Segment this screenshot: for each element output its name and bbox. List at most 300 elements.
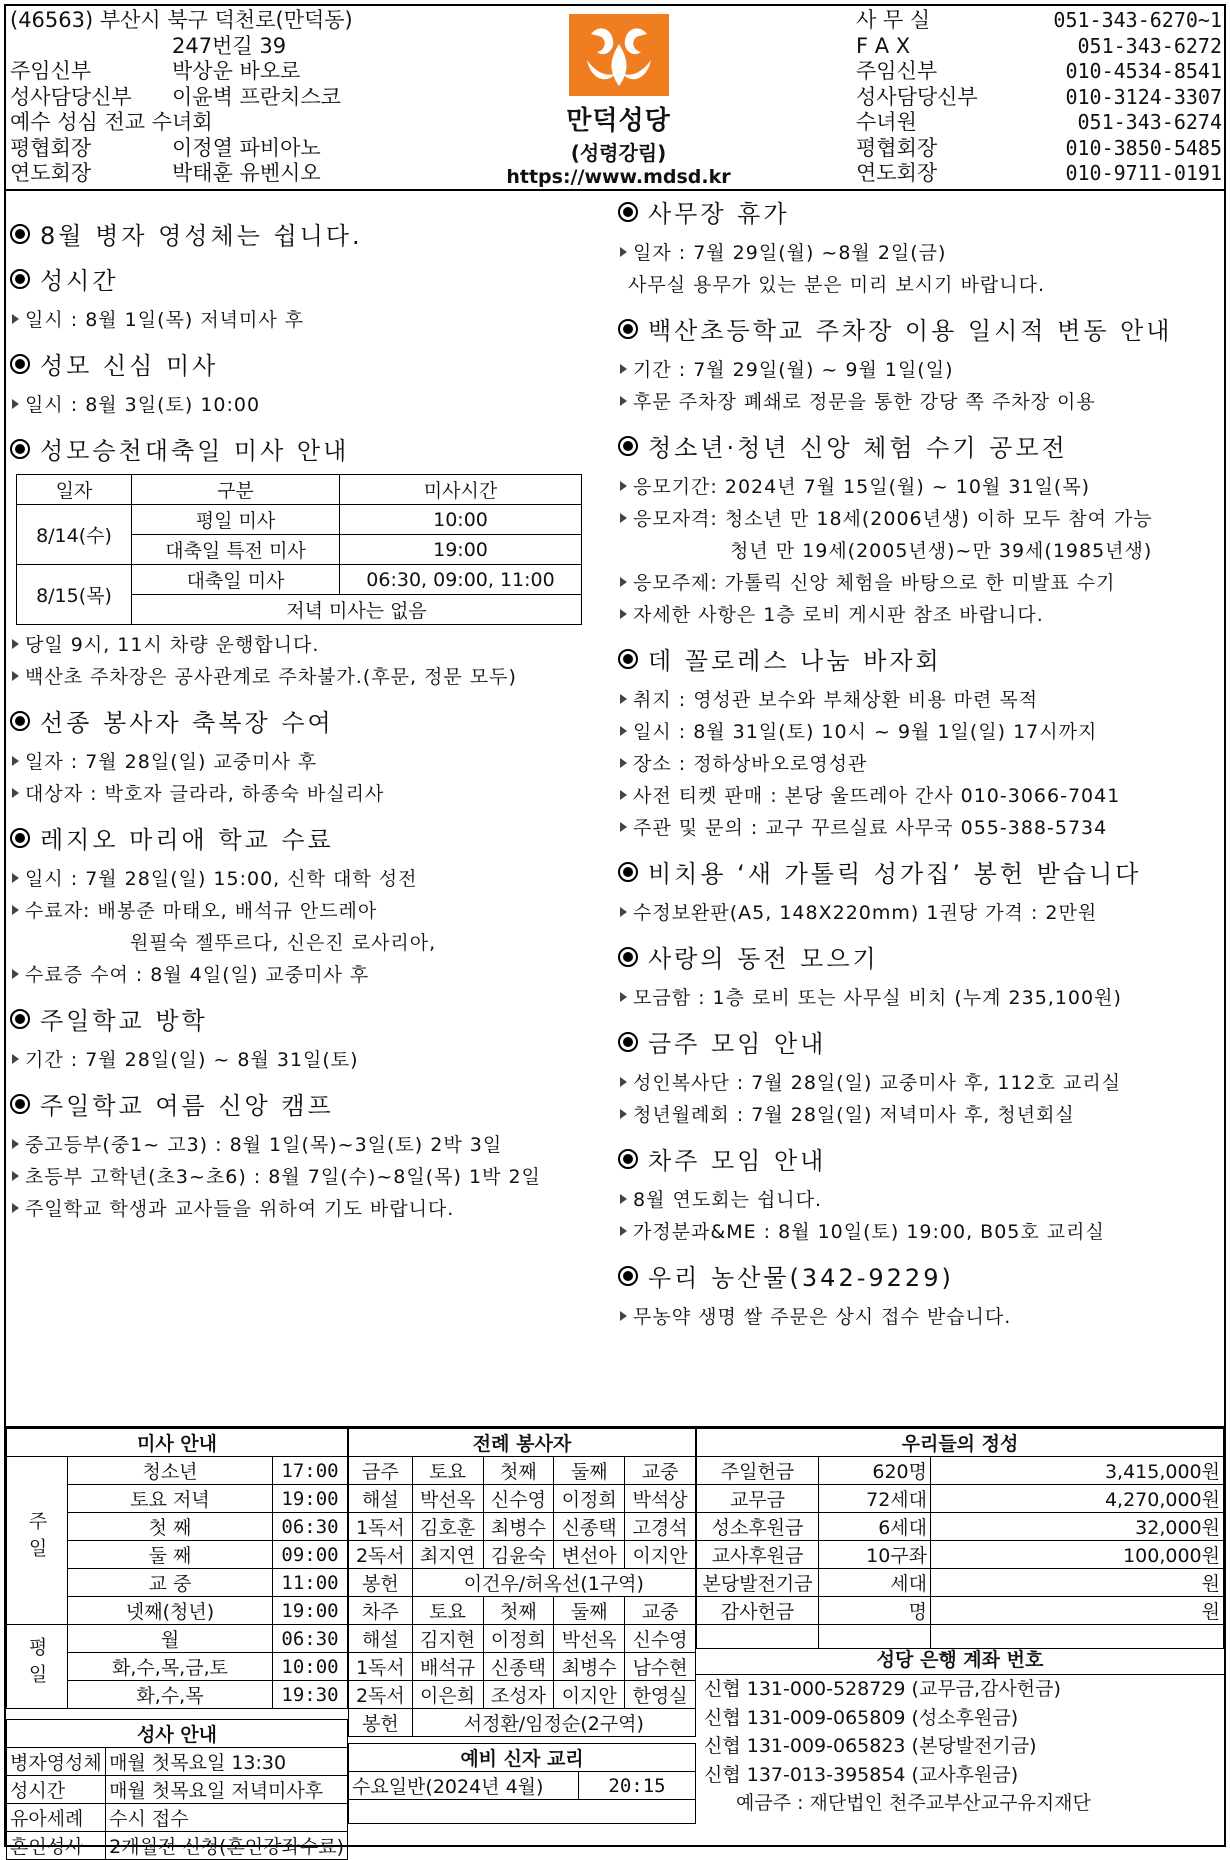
announcement bbox=[10, 703, 602, 810]
announcement-title: 주일학교 방학 bbox=[40, 1007, 208, 1035]
table-cell: 8/15(목) bbox=[17, 565, 132, 625]
table-cell: 3,415,000원 bbox=[931, 1457, 1224, 1485]
announcement-line: 원필숙 젤뚜르다, 신은진 로사리아, bbox=[130, 932, 437, 954]
announcement-line: 응모자격: 청소년 만 18세(2006년생) 이하 모두 참여 가능 bbox=[618, 503, 1224, 535]
table-cell: 최지연 bbox=[412, 1541, 483, 1569]
table-cell: 원 bbox=[931, 1597, 1224, 1625]
triangle-bullet-icon bbox=[12, 1203, 19, 1213]
bank-account: 신협 137-013-395854 (교사후원금) bbox=[704, 1763, 1019, 1786]
announcement-line: 기간 : 7월 28일(일) ~ 8월 31일(토) bbox=[10, 1044, 602, 1076]
table-cell: 감사헌금 bbox=[697, 1597, 819, 1625]
bank-accounts bbox=[696, 1645, 1224, 1818]
announcement-lines bbox=[618, 684, 1224, 844]
table-row bbox=[697, 1457, 1224, 1485]
table-cell: 신수영 bbox=[483, 1485, 554, 1513]
account-owner: 예금주 : 재단법인 천주교부산교구유지재단 bbox=[736, 1792, 1091, 1814]
table-cell: 배석규 bbox=[412, 1653, 483, 1681]
church-name: 만덕성당 bbox=[566, 106, 671, 136]
table-cell: 1독서 bbox=[349, 1653, 413, 1681]
announcement-line: 모금함 : 1층 로비 또는 사무실 비치 (누계 235,100원) bbox=[618, 982, 1224, 1014]
announcement bbox=[618, 1141, 1224, 1248]
table-cell: 매월 첫목요일 13:30 bbox=[106, 1748, 348, 1776]
contact-phone: 010-3124-3307 bbox=[1065, 84, 1222, 109]
announcement-line: 취지 : 영성관 보수와 부채상환 비용 마련 목적 bbox=[618, 684, 1224, 716]
table-row bbox=[349, 1457, 696, 1485]
table-cell: 성시간 bbox=[7, 1776, 106, 1804]
table-cell: 토요 bbox=[412, 1597, 483, 1625]
table-title: 미사 안내 bbox=[7, 1429, 348, 1457]
triangle-bullet-icon bbox=[12, 1171, 19, 1181]
announcement-lines bbox=[618, 1184, 1224, 1248]
table-cell: 1독서 bbox=[349, 1513, 413, 1541]
table-cell: 토요 bbox=[412, 1457, 483, 1485]
liturgy-servers-table bbox=[348, 1428, 696, 1737]
announcement bbox=[618, 194, 1224, 301]
info-value: 박상운 바오로 bbox=[172, 59, 301, 83]
church-emblem-icon bbox=[569, 14, 669, 96]
announcement-line: 일시 : 7월 28일(일) 15:00, 신학 대학 성전 bbox=[10, 863, 602, 895]
bullet-icon bbox=[618, 436, 638, 456]
bank-title: 성당 은행 계좌 번호 bbox=[696, 1645, 1224, 1675]
church-logo bbox=[486, 14, 751, 188]
announcement-lines bbox=[618, 897, 1224, 929]
info-row bbox=[10, 8, 480, 34]
table-row bbox=[349, 1513, 696, 1541]
table-cell: 100,000원 bbox=[931, 1541, 1224, 1569]
contact-row bbox=[856, 136, 1226, 162]
table-row bbox=[349, 1625, 696, 1653]
announcement-title: 레지오 마리애 학교 수료 bbox=[40, 826, 334, 854]
announcement bbox=[10, 1001, 602, 1076]
table-cell bbox=[349, 1800, 696, 1824]
triangle-bullet-icon bbox=[620, 577, 627, 587]
triangle-bullet-icon bbox=[620, 694, 627, 704]
announcement-title: 청소년·청년 신앙 체험 수기 공모전 bbox=[648, 434, 1068, 462]
triangle-bullet-icon bbox=[620, 992, 627, 1002]
announcement-title: 사랑의 동전 모으기 bbox=[648, 945, 879, 973]
announcement-lines bbox=[10, 629, 602, 693]
table-cell: 혼인성사 bbox=[7, 1832, 106, 1860]
table-row bbox=[349, 1709, 696, 1737]
announcement-lines bbox=[618, 982, 1224, 1014]
table-cell: 병자영성체 bbox=[7, 1748, 106, 1776]
announcement-title: 비치용 ‘새 가톨릭 성가집’ 봉헌 받습니다 bbox=[648, 860, 1142, 888]
table-cell: 첫째 bbox=[483, 1457, 554, 1485]
info-value: 247번길 39 bbox=[172, 33, 287, 58]
table-row bbox=[349, 1569, 696, 1597]
table-cell: 해설 bbox=[349, 1485, 413, 1513]
bullet-icon bbox=[618, 319, 638, 339]
announcement-line: 일자 : 7월 28일(일) 교중미사 후 bbox=[10, 746, 602, 778]
table-cell: 09:00 bbox=[273, 1541, 348, 1569]
triangle-bullet-icon bbox=[620, 364, 627, 374]
table-cell: 19:00 bbox=[340, 535, 582, 565]
bullet-icon bbox=[10, 224, 30, 244]
triangle-bullet-icon bbox=[12, 639, 19, 649]
bullet-icon bbox=[10, 711, 30, 731]
table-row bbox=[697, 1569, 1224, 1597]
table-row bbox=[349, 1681, 696, 1709]
bullet-icon bbox=[618, 947, 638, 967]
table-cell: 둘 째 bbox=[68, 1541, 273, 1569]
table-cell: 토요 저녁 bbox=[68, 1485, 273, 1513]
triangle-bullet-icon bbox=[620, 758, 627, 768]
announcement-title: 성모승천대축일 미사 안내 bbox=[40, 437, 350, 465]
table-cell: 주일헌금 bbox=[697, 1457, 819, 1485]
table-row bbox=[7, 1457, 348, 1485]
table-cell: 19:00 bbox=[273, 1485, 348, 1513]
triangle-bullet-icon bbox=[620, 1194, 627, 1204]
table-cell: 세대 bbox=[819, 1569, 931, 1597]
table-cell: 금주 bbox=[349, 1457, 413, 1485]
table-cell: 교사후원금 bbox=[697, 1541, 819, 1569]
triangle-bullet-icon bbox=[620, 513, 627, 523]
contact-label: 연도회장 bbox=[856, 161, 938, 185]
table-cell: 김지현 bbox=[412, 1625, 483, 1653]
announcement bbox=[10, 820, 602, 991]
contact-phone: 051-343-6274 bbox=[1077, 110, 1222, 134]
table-cell: 2독서 bbox=[349, 1541, 413, 1569]
table-cell: 교중 bbox=[625, 1457, 696, 1485]
table-row bbox=[7, 1776, 348, 1804]
table-cell: 박선옥 bbox=[554, 1625, 625, 1653]
announcement-line: 일시 : 8월 1일(목) 저녁미사 후 bbox=[10, 304, 602, 336]
triangle-bullet-icon bbox=[12, 788, 19, 798]
table-title: 전례 봉사자 bbox=[349, 1429, 696, 1457]
info-row bbox=[10, 110, 480, 136]
table-cell: 이은희 bbox=[412, 1681, 483, 1709]
table-row bbox=[7, 1625, 348, 1653]
bullet-icon bbox=[10, 828, 30, 848]
table-cell: 이건우/허옥선(1구역) bbox=[412, 1569, 695, 1597]
table-cell: 고경석 bbox=[625, 1513, 696, 1541]
announcement-line: 당일 9시, 11시 차량 운행합니다. bbox=[10, 629, 602, 661]
contact-label: 평협회장 bbox=[856, 135, 938, 160]
table-row bbox=[349, 1597, 696, 1625]
bullet-icon bbox=[618, 1032, 638, 1052]
triangle-bullet-icon bbox=[620, 790, 627, 800]
table-cell: 신수영 bbox=[625, 1625, 696, 1653]
triangle-bullet-icon bbox=[620, 247, 627, 257]
table-cell: 해설 bbox=[349, 1625, 413, 1653]
bank-account: 신협 131-009-065809 (성소후원금) bbox=[704, 1706, 1019, 1729]
contact-phone: 051-343-6272 bbox=[1077, 33, 1222, 58]
table-cell: 본당발전기금 bbox=[697, 1569, 819, 1597]
triangle-bullet-icon bbox=[620, 822, 627, 832]
table-title: 예비 신자 교리 bbox=[349, 1744, 696, 1772]
announcement-lines bbox=[10, 304, 602, 336]
table-title: 우리들의 정성 bbox=[697, 1429, 1224, 1457]
bank-account: 신협 131-009-065823 (본당발전기금) bbox=[704, 1735, 1037, 1757]
bulletin-footer bbox=[6, 1426, 1224, 1858]
catechism-table bbox=[348, 1743, 696, 1824]
announcement bbox=[618, 939, 1224, 1014]
announcement-lines bbox=[10, 746, 602, 810]
announcement bbox=[618, 641, 1224, 844]
table-title: 성사 안내 bbox=[7, 1720, 348, 1748]
contact-label: 주임신부 bbox=[856, 59, 938, 83]
bullet-icon bbox=[618, 1266, 638, 1286]
table-header: 미사시간 bbox=[340, 475, 582, 505]
info-row bbox=[10, 85, 480, 111]
table-cell: 17:00 bbox=[273, 1457, 348, 1485]
table-cell: 원 bbox=[931, 1569, 1224, 1597]
bullet-icon bbox=[10, 354, 30, 374]
table-cell: 이지안 bbox=[554, 1681, 625, 1709]
table-cell: 교 중 bbox=[68, 1569, 273, 1597]
table-cell: 화,수,목,금,토 bbox=[68, 1653, 273, 1681]
table-cell: 조성자 bbox=[483, 1681, 554, 1709]
bullet-icon bbox=[10, 269, 30, 289]
triangle-bullet-icon bbox=[620, 1311, 627, 1321]
announcement-line: 가정분과&ME : 8월 10일(토) 19:00, B05호 교리실 bbox=[618, 1216, 1224, 1248]
announcement-line: 무농약 생명 쌀 주문은 상시 접수 받습니다. bbox=[618, 1301, 1224, 1333]
table-cell: 10:00 bbox=[340, 505, 582, 535]
bullet-icon bbox=[618, 862, 638, 882]
table-cell: 성소후원금 bbox=[697, 1513, 819, 1541]
triangle-bullet-icon bbox=[620, 726, 627, 736]
contact-label: 성사담당신부 bbox=[856, 84, 978, 109]
table-cell: 첫째 bbox=[483, 1597, 554, 1625]
contact-row bbox=[856, 34, 1226, 60]
announcement-line: 자세한 사항은 1층 로비 게시판 참조 바랍니다. bbox=[618, 599, 1224, 631]
table-cell: 수요일반(2024년 4월) bbox=[349, 1772, 579, 1800]
table-row bbox=[697, 1541, 1224, 1569]
table-header: 구분 bbox=[132, 475, 340, 505]
announcement-line: 성인복사단 : 7월 28일(일) 교중미사 후, 112호 교리실 bbox=[618, 1067, 1224, 1099]
contact-label: 수녀원 bbox=[856, 110, 917, 134]
table-cell: 10:00 bbox=[273, 1653, 348, 1681]
assumption-mass-table bbox=[16, 474, 582, 625]
announcement-title: 데 꼴로레스 나눔 바자회 bbox=[648, 647, 942, 675]
table-cell: 넷째(청년) bbox=[68, 1597, 273, 1625]
triangle-bullet-icon bbox=[620, 1226, 627, 1236]
contact-row bbox=[856, 8, 1226, 34]
triangle-bullet-icon bbox=[12, 1054, 19, 1064]
announcement-lines bbox=[618, 1301, 1224, 1333]
announcement-line: 응모기간: 2024년 7월 15일(월) ~ 10월 31일(목) bbox=[618, 471, 1224, 503]
table-cell: 19:00 bbox=[273, 1597, 348, 1625]
bank-account: 신협 131-000-528729 (교무금,감사헌금) bbox=[704, 1678, 1061, 1700]
announcement-line: 초등부 고학년(초3~초6) : 8월 7일(수)~8일(목) 1박 2일 bbox=[10, 1161, 602, 1193]
triangle-bullet-icon bbox=[620, 1077, 627, 1087]
table-row bbox=[7, 1832, 348, 1860]
table-row bbox=[349, 1541, 696, 1569]
info-row bbox=[10, 136, 480, 162]
table-cell: 저녁 미사는 없음 bbox=[132, 595, 582, 625]
announcement-line: 사전 티켓 판매 : 본당 울뜨레아 간사 010-3066-7041 bbox=[618, 780, 1224, 812]
table-cell: 신종택 bbox=[554, 1513, 625, 1541]
announcement-lines bbox=[618, 1067, 1224, 1131]
table-cell: 변선아 bbox=[554, 1541, 625, 1569]
table-cell: 6세대 bbox=[819, 1513, 931, 1541]
table-cell: 평일 미사 bbox=[132, 505, 340, 535]
table-cell: 06:30 bbox=[273, 1625, 348, 1653]
triangle-bullet-icon bbox=[620, 396, 627, 406]
announcement bbox=[618, 1024, 1224, 1131]
announcement-line: 수료자: 배봉준 마태오, 배석규 안드레아 bbox=[10, 895, 602, 927]
announcement bbox=[10, 431, 602, 693]
bulletin-header bbox=[6, 6, 1224, 191]
info-row bbox=[10, 59, 480, 85]
info-label: 평협회장 bbox=[10, 135, 92, 160]
table-cell: 박선옥 bbox=[412, 1485, 483, 1513]
contact-row bbox=[856, 161, 1226, 187]
triangle-bullet-icon bbox=[620, 1109, 627, 1119]
triangle-bullet-icon bbox=[12, 873, 19, 883]
table-cell: 2독서 bbox=[349, 1681, 413, 1709]
table-cell: 차주 bbox=[349, 1597, 413, 1625]
table-row bbox=[349, 1800, 696, 1824]
announcement-line: 청년 만 19세(2005년생)~만 39세(1985년생) bbox=[730, 540, 1153, 562]
announcement-line: 중고등부(중1~ 고3) : 8월 1일(목)~3일(토) 2박 3일 bbox=[10, 1129, 602, 1161]
table-row bbox=[697, 1485, 1224, 1513]
table-cell: 둘째 bbox=[554, 1597, 625, 1625]
table-cell: 72세대 bbox=[819, 1485, 931, 1513]
table-cell: 주일 bbox=[7, 1457, 68, 1625]
announcement-lines bbox=[10, 389, 602, 421]
announcement-line: 사무실 용무가 있는 분은 미리 보시기 바랍니다. bbox=[628, 274, 1046, 296]
announcement-title: 8월 병자 영성체는 쉽니다. bbox=[40, 222, 363, 250]
triangle-bullet-icon bbox=[12, 756, 19, 766]
table-cell: 4,270,000원 bbox=[931, 1485, 1224, 1513]
table-cell: 대축일 미사 bbox=[132, 565, 340, 595]
announcement-line: 수료증 수여 : 8월 4일(일) 교중미사 후 bbox=[10, 959, 602, 991]
announcement-line: 청년월례회 : 7월 28일(일) 저녁미사 후, 청년회실 bbox=[618, 1099, 1224, 1131]
table-row bbox=[7, 1748, 348, 1776]
table-cell: 20:15 bbox=[579, 1772, 696, 1800]
triangle-bullet-icon bbox=[12, 1139, 19, 1149]
table-cell: 06:30 bbox=[273, 1513, 348, 1541]
table-cell: 김윤숙 bbox=[483, 1541, 554, 1569]
table-row bbox=[349, 1653, 696, 1681]
announcement-title: 백산초등학교 주차장 이용 일시적 변동 안내 bbox=[648, 317, 1173, 345]
announcement-title: 성시간 bbox=[40, 267, 119, 295]
announcement-line: 주일학교 학생과 교사들을 위하여 기도 바랍니다. bbox=[10, 1193, 602, 1225]
announcement-title: 우리 농산물(342-9229) bbox=[648, 1264, 954, 1292]
announcement-title: 주일학교 여름 신앙 캠프 bbox=[40, 1092, 334, 1120]
right-announcements bbox=[618, 184, 1224, 1343]
announcement bbox=[618, 1258, 1224, 1333]
contact-label: 사 무 실 bbox=[856, 8, 931, 32]
contact-row bbox=[856, 85, 1226, 111]
table-row bbox=[349, 1772, 696, 1800]
table-cell: 2개월전 신청(혼인강좌수료) bbox=[106, 1832, 348, 1860]
church-contacts-right bbox=[856, 8, 1226, 187]
table-cell: 620명 bbox=[819, 1457, 931, 1485]
table-cell: 이정희 bbox=[483, 1625, 554, 1653]
church-url[interactable]: https://www.mdsd.kr bbox=[506, 166, 731, 188]
info-row bbox=[10, 161, 480, 187]
bullet-icon bbox=[10, 1094, 30, 1114]
table-cell: 수시 접수 bbox=[106, 1804, 348, 1832]
announcement-title: 차주 모임 안내 bbox=[648, 1147, 827, 1175]
triangle-bullet-icon bbox=[12, 969, 19, 979]
info-label: 성사담당신부 bbox=[10, 84, 132, 109]
contact-phone: 010-9711-0191 bbox=[1065, 161, 1222, 185]
offering-table bbox=[696, 1428, 1224, 1649]
info-value: 이윤벽 프란치스코 bbox=[172, 84, 341, 109]
announcement-line: 일자 : 7월 29일(월) ~8월 2일(금) bbox=[618, 237, 1224, 269]
announcement-line: 대상자 : 박호자 글라라, 하종숙 바실리사 bbox=[10, 778, 602, 810]
triangle-bullet-icon bbox=[12, 314, 19, 324]
triangle-bullet-icon bbox=[12, 671, 19, 681]
contact-label: F A X bbox=[856, 33, 911, 58]
table-row bbox=[697, 1597, 1224, 1625]
announcement-line: 응모주제: 가톨릭 신앙 체험을 바탕으로 한 미발표 수기 bbox=[618, 567, 1224, 599]
table-cell: 청소년 bbox=[68, 1457, 273, 1485]
table-cell: 서정환/임정순(2구역) bbox=[412, 1709, 695, 1737]
contact-row bbox=[856, 110, 1226, 136]
table-cell: 명 bbox=[819, 1597, 931, 1625]
table-cell: 최병수 bbox=[483, 1513, 554, 1541]
announcement bbox=[618, 428, 1224, 631]
table-cell: 대축일 특전 미사 bbox=[132, 535, 340, 565]
table-cell: 봉헌 bbox=[349, 1709, 413, 1737]
table-cell: 이정희 bbox=[554, 1485, 625, 1513]
announcement-line: 후문 주차장 폐쇄로 정문을 통한 강당 쪽 주차장 이용 bbox=[618, 386, 1224, 418]
announcement-line: 장소 : 정하상바오로영성관 bbox=[618, 748, 1224, 780]
announcement-title: 금주 모임 안내 bbox=[648, 1030, 827, 1058]
announcement-line: 백산초 주차장은 공사관계로 주차불가.(후문, 정문 모두) bbox=[10, 661, 602, 693]
table-cell: 19:30 bbox=[273, 1681, 348, 1709]
left-announcements bbox=[10, 206, 602, 1235]
info-value: 박태훈 유벤시오 bbox=[172, 161, 321, 185]
church-subtitle: (성령강림) bbox=[570, 141, 667, 165]
bullet-icon bbox=[618, 202, 638, 222]
bullet-icon bbox=[10, 439, 30, 459]
bullet-icon bbox=[618, 649, 638, 669]
announcement-title: 사무장 휴가 bbox=[648, 200, 790, 228]
table-cell: 32,000원 bbox=[931, 1513, 1224, 1541]
table-cell: 화,수,목 bbox=[68, 1681, 273, 1709]
mass-schedule-table bbox=[6, 1428, 348, 1709]
triangle-bullet-icon bbox=[12, 399, 19, 409]
table-cell: 평일 bbox=[7, 1625, 68, 1709]
announcement-line: 기간 : 7월 29일(월) ~ 9월 1일(일) bbox=[618, 354, 1224, 386]
announcement-lines bbox=[618, 354, 1224, 418]
announcement bbox=[10, 216, 602, 251]
announcement-line: 8월 연도회는 쉽니다. bbox=[618, 1184, 1224, 1216]
bullet-icon bbox=[618, 1149, 638, 1169]
bullet-icon bbox=[10, 1009, 30, 1029]
table-cell: 10구좌 bbox=[819, 1541, 931, 1569]
triangle-bullet-icon bbox=[12, 905, 19, 915]
announcement-title: 선종 봉사자 축복장 수여 bbox=[40, 709, 334, 737]
announcement-title: 성모 신심 미사 bbox=[40, 352, 219, 380]
info-row bbox=[10, 34, 480, 60]
info-value: 이정열 파비아노 bbox=[172, 135, 321, 160]
table-cell: 최병수 bbox=[554, 1653, 625, 1681]
table-row bbox=[349, 1485, 696, 1513]
sacrament-table bbox=[6, 1719, 348, 1860]
table-cell: 매월 첫목요일 저녁미사후 bbox=[106, 1776, 348, 1804]
info-label: 연도회장 bbox=[10, 161, 92, 185]
announcement-lines bbox=[10, 1129, 602, 1225]
announcement-lines bbox=[10, 1044, 602, 1076]
table-cell: 교중 bbox=[625, 1597, 696, 1625]
announcement-line: 수정보완판(A5, 148X220mm) 1권당 가격 : 2만원 bbox=[618, 897, 1224, 929]
table-cell: 06:30, 09:00, 11:00 bbox=[340, 565, 582, 595]
announcement bbox=[10, 346, 602, 421]
contact-phone: 010-3850-5485 bbox=[1065, 135, 1222, 160]
table-cell: 김호훈 bbox=[412, 1513, 483, 1541]
triangle-bullet-icon bbox=[620, 609, 627, 619]
table-cell: 유아세례 bbox=[7, 1804, 106, 1832]
table-cell: 월 bbox=[68, 1625, 273, 1653]
table-cell: 신종택 bbox=[483, 1653, 554, 1681]
table-row bbox=[697, 1513, 1224, 1541]
